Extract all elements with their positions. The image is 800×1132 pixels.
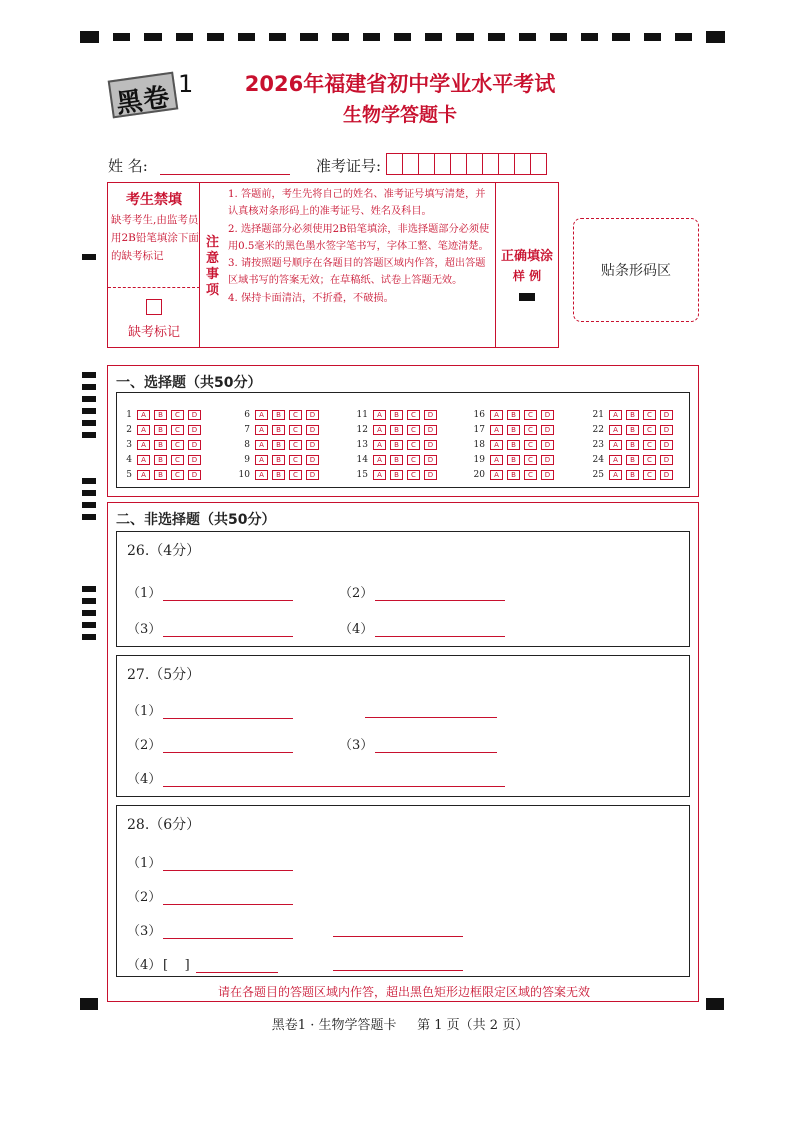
option-a-bubble[interactable]: A (609, 470, 622, 480)
option-b-bubble[interactable]: B (390, 455, 403, 465)
question-number: 22 (592, 424, 604, 435)
option-d-bubble[interactable]: D (424, 455, 437, 465)
question-row (353, 422, 441, 437)
option-a-bubble[interactable]: A (373, 440, 386, 450)
option-a-bubble[interactable]: A (490, 410, 503, 420)
option-d-bubble[interactable]: D (306, 440, 319, 450)
option-a-bubble[interactable]: A (609, 410, 622, 420)
item-label: （2） (127, 890, 162, 905)
option-d-bubble[interactable]: D (188, 440, 201, 450)
option-a-bubble[interactable]: A (255, 425, 268, 435)
timing-mark (82, 502, 96, 508)
answer-item (339, 582, 505, 601)
question-row (589, 452, 677, 467)
question-row (589, 422, 677, 437)
question-row (589, 437, 677, 452)
option-a-bubble[interactable]: A (490, 440, 503, 450)
question-number: 5 (126, 469, 132, 480)
logo-text: 黑卷 (114, 82, 173, 120)
option-c-bubble[interactable]: C (643, 410, 656, 420)
option-a-bubble[interactable]: A (255, 455, 268, 465)
option-b-bubble[interactable]: B (154, 440, 167, 450)
question-27-box (116, 655, 690, 797)
answer-line[interactable] (163, 870, 293, 871)
question-number: 4 (126, 454, 132, 465)
option-a-bubble[interactable]: A (137, 425, 150, 435)
absent-description: 缺考考生,由监考员用2B铅笔填涂下面的缺考标记 (111, 214, 199, 262)
item-label: （1） (127, 704, 162, 719)
option-a-bubble[interactable]: A (255, 440, 268, 450)
question-number: 1 (126, 409, 132, 420)
option-b-bubble[interactable]: B (626, 425, 639, 435)
id-label: 准考证号: (316, 157, 382, 175)
divider (108, 287, 200, 288)
absent-column (108, 183, 200, 347)
option-c-bubble[interactable]: C (524, 410, 537, 420)
question-group (353, 407, 441, 482)
option-d-bubble[interactable]: D (306, 470, 319, 480)
timing-mark (82, 420, 96, 426)
question-number: 24 (592, 454, 604, 465)
answer-item (127, 954, 278, 973)
question-number: 16 (473, 409, 485, 420)
option-b-bubble[interactable]: B (626, 470, 639, 480)
top-timing-marks (80, 32, 725, 42)
section-title: 一、选择题（共50分） (116, 375, 262, 391)
option-b-bubble[interactable]: B (154, 470, 167, 480)
option-a-bubble[interactable]: A (609, 440, 622, 450)
item-label: （4） (127, 958, 162, 973)
option-c-bubble[interactable]: C (643, 455, 656, 465)
question-number: 25 (592, 469, 604, 480)
option-d-bubble[interactable]: D (188, 410, 201, 420)
timing-mark (82, 586, 96, 592)
answer-item (127, 852, 293, 871)
answer-line[interactable] (333, 970, 463, 971)
option-c-bubble[interactable]: C (643, 440, 656, 450)
answer-line[interactable] (163, 786, 505, 787)
question-number: 8 (244, 439, 250, 450)
option-c-bubble[interactable]: C (407, 455, 420, 465)
option-d-bubble[interactable]: D (660, 410, 673, 420)
absent-label: 缺考标记 (127, 325, 180, 340)
sample-column (496, 183, 558, 347)
timing-mark (82, 384, 96, 390)
option-c-bubble[interactable]: C (643, 470, 656, 480)
question-number: 15 (356, 469, 368, 480)
question-number: 11 (356, 409, 368, 420)
option-b-bubble[interactable]: B (390, 425, 403, 435)
option-a-bubble[interactable]: A (490, 425, 503, 435)
question-title: 26.（4分） (127, 543, 201, 559)
answer-item (127, 618, 293, 637)
answer-item (339, 734, 497, 753)
option-b-bubble[interactable]: B (154, 455, 167, 465)
option-d-bubble[interactable]: D (541, 470, 554, 480)
option-b-bubble[interactable]: B (272, 425, 285, 435)
question-row (470, 467, 558, 482)
option-c-bubble[interactable]: C (289, 425, 302, 435)
option-c-bubble[interactable]: C (643, 425, 656, 435)
option-b-bubble[interactable]: B (272, 455, 285, 465)
question-group (235, 407, 323, 482)
question-row (117, 467, 205, 482)
notice-list (228, 186, 492, 307)
timing-mark (82, 372, 96, 378)
absent-title: 考生禁填 (126, 192, 182, 208)
question-row (117, 437, 205, 452)
option-c-bubble[interactable]: C (407, 440, 420, 450)
option-d-bubble[interactable]: D (306, 425, 319, 435)
option-a-bubble[interactable]: A (490, 470, 503, 480)
notice-item: 3. 请按照题号顺序在各题目的答题区域内作答，超出答题区域书写的答案无效；在草稿纸、试卷上答题无效。 (228, 258, 486, 287)
option-b-bubble[interactable]: B (626, 440, 639, 450)
item-label: （4） (339, 622, 374, 637)
option-c-bubble[interactable]: C (407, 470, 420, 480)
option-c-bubble[interactable]: C (289, 440, 302, 450)
option-b-bubble[interactable]: B (390, 410, 403, 420)
option-d-bubble[interactable]: D (424, 440, 437, 450)
timing-mark (82, 432, 96, 438)
question-number: 2 (126, 424, 132, 435)
option-b-bubble[interactable]: B (390, 470, 403, 480)
option-c-bubble[interactable]: C (289, 455, 302, 465)
answer-line[interactable] (163, 938, 293, 939)
item-label: （1） (127, 586, 162, 601)
question-title: 27.（5分） (127, 667, 201, 683)
question-group (589, 407, 677, 482)
question-number: 3 (126, 439, 132, 450)
option-d-bubble[interactable]: D (541, 425, 554, 435)
option-b-bubble[interactable]: B (272, 470, 285, 480)
question-row (117, 452, 205, 467)
corner-mark (706, 998, 724, 1010)
answer-line[interactable] (365, 717, 497, 718)
question-row (117, 422, 205, 437)
answer-item (127, 768, 505, 787)
question-row (470, 437, 558, 452)
info-table (107, 182, 559, 348)
option-c-bubble[interactable]: C (289, 410, 302, 420)
question-row (117, 407, 205, 422)
answer-line[interactable] (163, 718, 293, 719)
question-row (353, 467, 441, 482)
timing-mark (82, 408, 96, 414)
answer-line[interactable] (163, 600, 293, 601)
item-label: （3） (127, 924, 162, 939)
option-b-bubble[interactable]: B (507, 425, 520, 435)
question-row (235, 407, 323, 422)
option-d-bubble[interactable]: D (188, 455, 201, 465)
answer-item (127, 734, 293, 753)
question-group (470, 407, 558, 482)
answer-line[interactable] (163, 752, 293, 753)
option-d-bubble[interactable]: D (424, 410, 437, 420)
timing-mark (82, 254, 96, 260)
question-row (353, 407, 441, 422)
option-a-bubble[interactable]: A (255, 470, 268, 480)
option-d-bubble[interactable]: D (660, 470, 673, 480)
timing-mark (82, 396, 96, 402)
barcode-area (573, 218, 699, 322)
sample-label: 样 例 (512, 269, 542, 283)
section-non-choice (107, 502, 699, 1002)
option-b-bubble[interactable]: B (272, 410, 285, 420)
question-28-box (116, 805, 690, 977)
notice-column (200, 183, 496, 347)
timing-mark (82, 478, 96, 484)
bracket-blank[interactable]: [ ] (163, 958, 190, 973)
option-d-bubble[interactable]: D (541, 455, 554, 465)
notice-title: 注意事项 (206, 235, 220, 298)
answer-line[interactable] (196, 972, 278, 973)
item-label: （2） (127, 738, 162, 753)
question-number: 10 (238, 469, 250, 480)
question-number: 21 (592, 409, 604, 420)
question-row (470, 452, 558, 467)
option-b-bubble[interactable]: B (507, 440, 520, 450)
barcode-label: 贴条形码区 (601, 263, 671, 279)
option-a-bubble[interactable]: A (137, 440, 150, 450)
question-row (235, 452, 323, 467)
option-c-bubble[interactable]: C (407, 425, 420, 435)
timing-mark (82, 490, 96, 496)
question-number: 13 (356, 439, 368, 450)
question-row (235, 437, 323, 452)
sample-filled-mark (519, 293, 535, 301)
corner-mark (80, 998, 98, 1010)
question-number: 17 (473, 424, 485, 435)
option-c-bubble[interactable]: C (171, 470, 184, 480)
option-d-bubble[interactable]: D (424, 425, 437, 435)
answer-line[interactable] (375, 636, 505, 637)
option-a-bubble[interactable]: A (609, 425, 622, 435)
answer-item (127, 582, 293, 601)
option-b-bubble[interactable]: B (507, 470, 520, 480)
item-label: （3） (127, 622, 162, 637)
timing-mark (82, 610, 96, 616)
option-c-bubble[interactable]: C (289, 470, 302, 480)
card-title: 生物学答题卡 (342, 104, 457, 126)
answer-item (127, 920, 293, 939)
notice-item: 1. 答题前，考生先将自己的姓名、准考证号填写清楚，并认真核对条形码上的准考证号、姓名及科目。 (228, 189, 486, 218)
option-d-bubble[interactable]: D (188, 425, 201, 435)
answer-line[interactable] (163, 636, 293, 637)
option-c-bubble[interactable]: C (171, 455, 184, 465)
timing-mark (82, 622, 96, 628)
answer-line[interactable] (375, 752, 497, 753)
option-a-bubble[interactable]: A (137, 410, 150, 420)
question-number: 23 (592, 439, 604, 450)
question-number: 7 (244, 424, 250, 435)
option-c-bubble[interactable]: C (171, 410, 184, 420)
question-number: 12 (356, 424, 368, 435)
name-field[interactable] (160, 174, 290, 175)
option-d-bubble[interactable]: D (541, 440, 554, 450)
question-number: 20 (473, 469, 485, 480)
option-c-bubble[interactable]: C (524, 455, 537, 465)
option-c-bubble[interactable]: C (524, 470, 537, 480)
option-a-bubble[interactable]: A (137, 470, 150, 480)
answer-line[interactable] (375, 600, 505, 601)
exam-title: 2026年福建省初中学业水平考试 (244, 72, 556, 96)
option-d-bubble[interactable]: D (188, 470, 201, 480)
option-d-bubble[interactable]: D (660, 425, 673, 435)
option-b-bubble[interactable]: B (390, 440, 403, 450)
question-group (117, 407, 205, 482)
notice-item: 2. 选择题部分必须使用2B铅笔填涂，非选择题部分必须使用0.5毫米的黑色墨水签字笔书写，字体工整、笔迹清楚。 (228, 223, 490, 252)
section-title: 二、非选择题（共50分） (116, 512, 276, 528)
timing-mark (82, 598, 96, 604)
item-label: （1） (127, 856, 162, 871)
option-c-bubble[interactable]: C (524, 440, 537, 450)
item-label: （4） (127, 772, 162, 787)
item-label: （2） (339, 586, 374, 601)
answer-item (127, 700, 293, 719)
question-26-box (116, 531, 690, 647)
question-row (589, 467, 677, 482)
question-row (470, 407, 558, 422)
option-b-bubble[interactable]: B (154, 410, 167, 420)
option-a-bubble[interactable]: A (373, 425, 386, 435)
option-b-bubble[interactable]: B (626, 410, 639, 420)
question-row (353, 452, 441, 467)
notice-item: 4. 保持卡面清洁，不折叠，不破损。 (228, 292, 394, 304)
question-number: 18 (473, 439, 485, 450)
option-d-bubble[interactable]: D (541, 410, 554, 420)
answer-bubble-grid (116, 392, 690, 488)
option-c-bubble[interactable]: C (171, 425, 184, 435)
option-a-bubble[interactable]: A (137, 455, 150, 465)
option-b-bubble[interactable]: B (154, 425, 167, 435)
option-a-bubble[interactable]: A (373, 410, 386, 420)
option-b-bubble[interactable]: B (272, 440, 285, 450)
id-number-boxes[interactable] (386, 153, 546, 175)
option-b-bubble[interactable]: B (507, 410, 520, 420)
answer-line[interactable] (333, 936, 463, 937)
option-c-bubble[interactable]: C (171, 440, 184, 450)
option-d-bubble[interactable]: D (306, 410, 319, 420)
option-b-bubble[interactable]: B (626, 455, 639, 465)
option-b-bubble[interactable]: B (507, 455, 520, 465)
option-a-bubble[interactable]: A (373, 470, 386, 480)
absent-checkbox[interactable] (146, 299, 162, 315)
answer-line[interactable] (163, 904, 293, 905)
answer-item (127, 886, 293, 905)
logo-number: 1 (178, 70, 194, 98)
option-a-bubble[interactable]: A (490, 455, 503, 465)
timing-mark (82, 514, 96, 520)
question-row (353, 437, 441, 452)
bottom-warning: 请在各题目的答题区域内作答，超出黑色矩形边框限定区域的答案无效 (217, 985, 590, 999)
name-label: 姓 名: (108, 157, 148, 175)
question-row (470, 422, 558, 437)
option-d-bubble[interactable]: D (424, 470, 437, 480)
page-footer: 黑卷1 · 生物学答题卡 第 1 页（共 2 页） (271, 1018, 529, 1033)
sample-title: 正确填涂 (500, 249, 553, 264)
option-c-bubble[interactable]: C (407, 410, 420, 420)
option-d-bubble[interactable]: D (660, 440, 673, 450)
option-a-bubble[interactable]: A (609, 455, 622, 465)
option-d-bubble[interactable]: D (306, 455, 319, 465)
question-row (235, 422, 323, 437)
question-title: 28.（6分） (127, 817, 201, 833)
item-label: （3） (339, 738, 374, 753)
question-number: 6 (244, 409, 250, 420)
option-c-bubble[interactable]: C (524, 425, 537, 435)
option-a-bubble[interactable]: A (373, 455, 386, 465)
option-a-bubble[interactable]: A (255, 410, 268, 420)
timing-mark (82, 634, 96, 640)
option-d-bubble[interactable]: D (660, 455, 673, 465)
question-number: 14 (356, 454, 368, 465)
question-row (589, 407, 677, 422)
question-number: 19 (473, 454, 485, 465)
question-row (235, 467, 323, 482)
section-multiple-choice (107, 365, 699, 497)
question-number: 9 (244, 454, 250, 465)
answer-item (339, 618, 505, 637)
